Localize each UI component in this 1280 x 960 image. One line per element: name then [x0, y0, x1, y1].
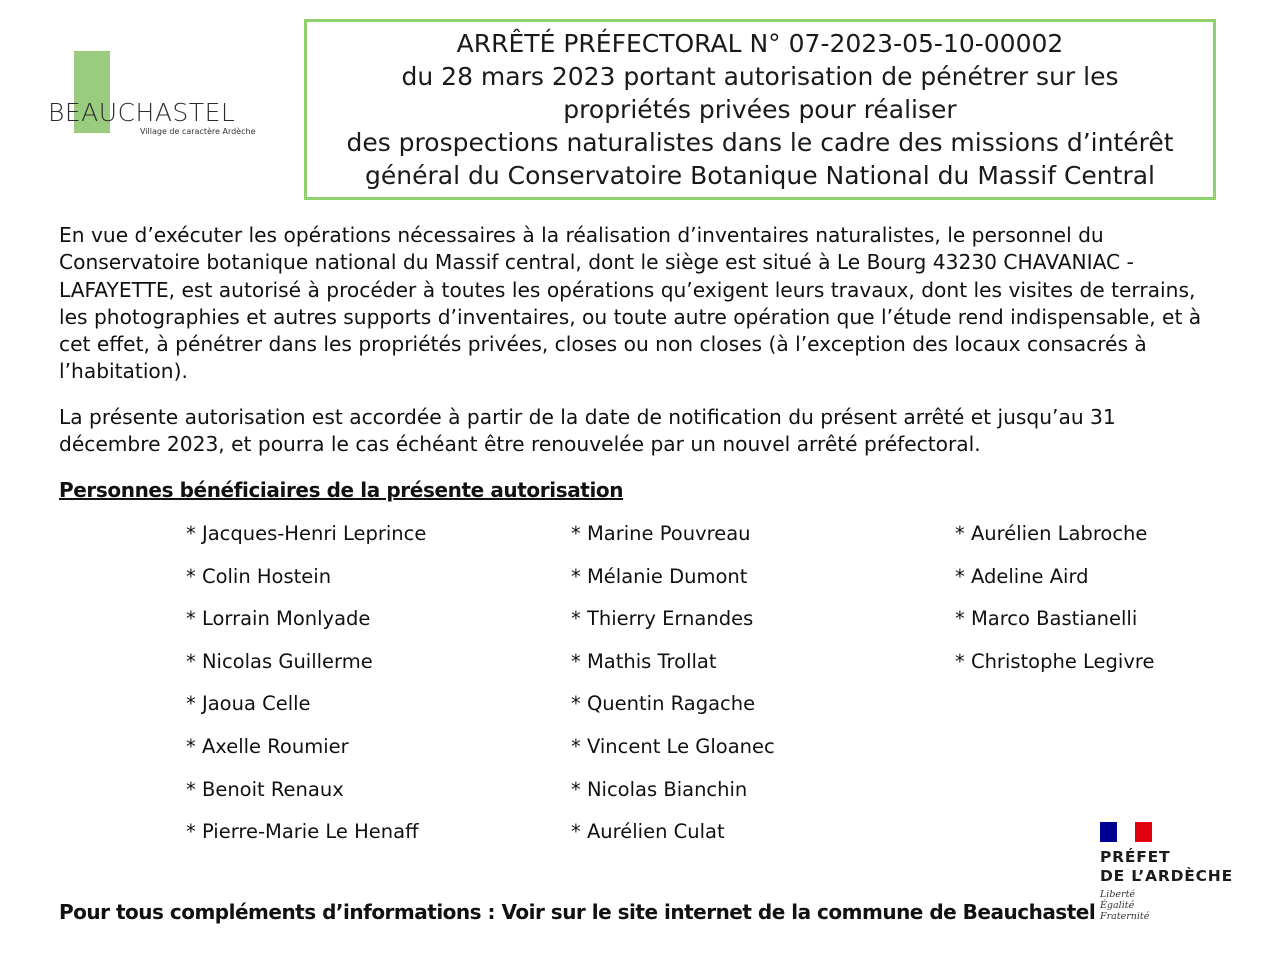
beneficiary-name: * Aurélien Culat	[571, 820, 725, 844]
footer-info: Pour tous compléments d’informations : Voir sur le site internet de la commune de Beauchastel	[59, 900, 1096, 924]
prefet-name-line-1: PRÉFET	[1100, 848, 1171, 866]
beneficiaries-column-1	[186, 520, 426, 861]
beneficiary-name: * Nicolas Guillerme	[186, 649, 373, 673]
beneficiary-name: * Nicolas Bianchin	[571, 777, 748, 801]
beneficiaries-title: Personnes bénéficiaires de la présente autorisation	[59, 478, 624, 502]
beneficiary-name: * Axelle Roumier	[186, 734, 349, 758]
title-line-3: propriétés privées pour réaliser	[563, 95, 957, 124]
title-line-2: du 28 mars 2023 portant autorisation de pénétrer sur les	[401, 62, 1119, 91]
beneficiary-name: * Mélanie Dumont	[571, 564, 748, 588]
motto-liberte: Liberté	[1100, 889, 1136, 900]
beneficiary-name: * Jaoua Celle	[186, 692, 311, 716]
logo-name: BEAUCHASTEL	[48, 98, 236, 127]
beneficiary-name: * Pierre-Marie Le Henaff	[186, 820, 419, 844]
title-line-1: ARRÊTÉ PRÉFECTORAL N° 07-2023-05-10-00002	[456, 29, 1064, 58]
beneficiary-name: * Thierry Ernandes	[571, 607, 754, 631]
beneficiary-name: * Quentin Ragache	[571, 692, 756, 716]
republic-motto	[1100, 889, 1250, 922]
prefet-ardeche-logo	[1100, 822, 1250, 922]
beneficiary-name: * Mathis Trollat	[571, 649, 717, 673]
beneficiary-name: * Marco Bastianelli	[955, 607, 1138, 631]
authorization-paragraph: En vue d’exécuter les opérations nécessaires à la réalisation d’inventaires naturalistes, le personnel du Conservatoire botanique national du Massif central, dont le siège est situé à Le Bourg 43230 CHAVANIAC - LAFAYETTE, est autorisé à procéder à toutes les opérations qu’exigent leurs travaux, dont les visites de terrains, les photographies et autres supports d’inventaires, ou toute autre opération que l’étude rend indispensable, et à cet effet, à pénétrer dans les propriétés privées, closes ou non closes (à l’exception des locaux consacrés à l’habitation).	[59, 223, 1202, 384]
title-line-4: des prospections naturalistes dans le cadre des missions d’intérêt	[346, 128, 1174, 157]
motto-egalite: Égalité	[1100, 900, 1135, 911]
beneficiary-name: * Christophe Legivre	[955, 649, 1155, 673]
title-line-5: général du Conservatoire Botanique National du Massif Central	[365, 161, 1155, 190]
prefet-name-line-2: DE L’ARDÈCHE	[1100, 867, 1233, 885]
prefet-name	[1100, 848, 1250, 886]
french-flag-icon	[1100, 822, 1152, 842]
beneficiary-name: * Colin Hostein	[186, 564, 332, 588]
beneficiary-name: * Jacques-Henri Leprince	[186, 522, 427, 545]
decree-title-box	[304, 19, 1216, 200]
beneficiary-name: * Vincent Le Gloanec	[571, 734, 775, 758]
beneficiary-name: * Marine Pouvreau	[571, 522, 751, 545]
beneficiary-name: * Aurélien Labroche	[955, 522, 1148, 545]
validity-paragraph: La présente autorisation est accordée à partir de la date de notification du présent arrêté et jusqu’au 31 décembre 2023, et pourra le cas échéant être renouvelée par un nouvel arrêté préfectoral.	[59, 405, 1116, 457]
beneficiaries-column-3	[955, 520, 1154, 690]
motto-fraternite: Fraternité	[1100, 911, 1150, 922]
logo-tagline: Village de caractère Ardèche	[140, 127, 256, 136]
beneficiaries-column-2	[571, 520, 775, 861]
beneficiary-name: * Lorrain Monlyade	[186, 607, 371, 631]
beneficiary-name: * Benoit Renaux	[186, 777, 344, 801]
beauchastel-logo	[48, 48, 258, 140]
beneficiary-name: * Adeline Aird	[955, 564, 1089, 588]
